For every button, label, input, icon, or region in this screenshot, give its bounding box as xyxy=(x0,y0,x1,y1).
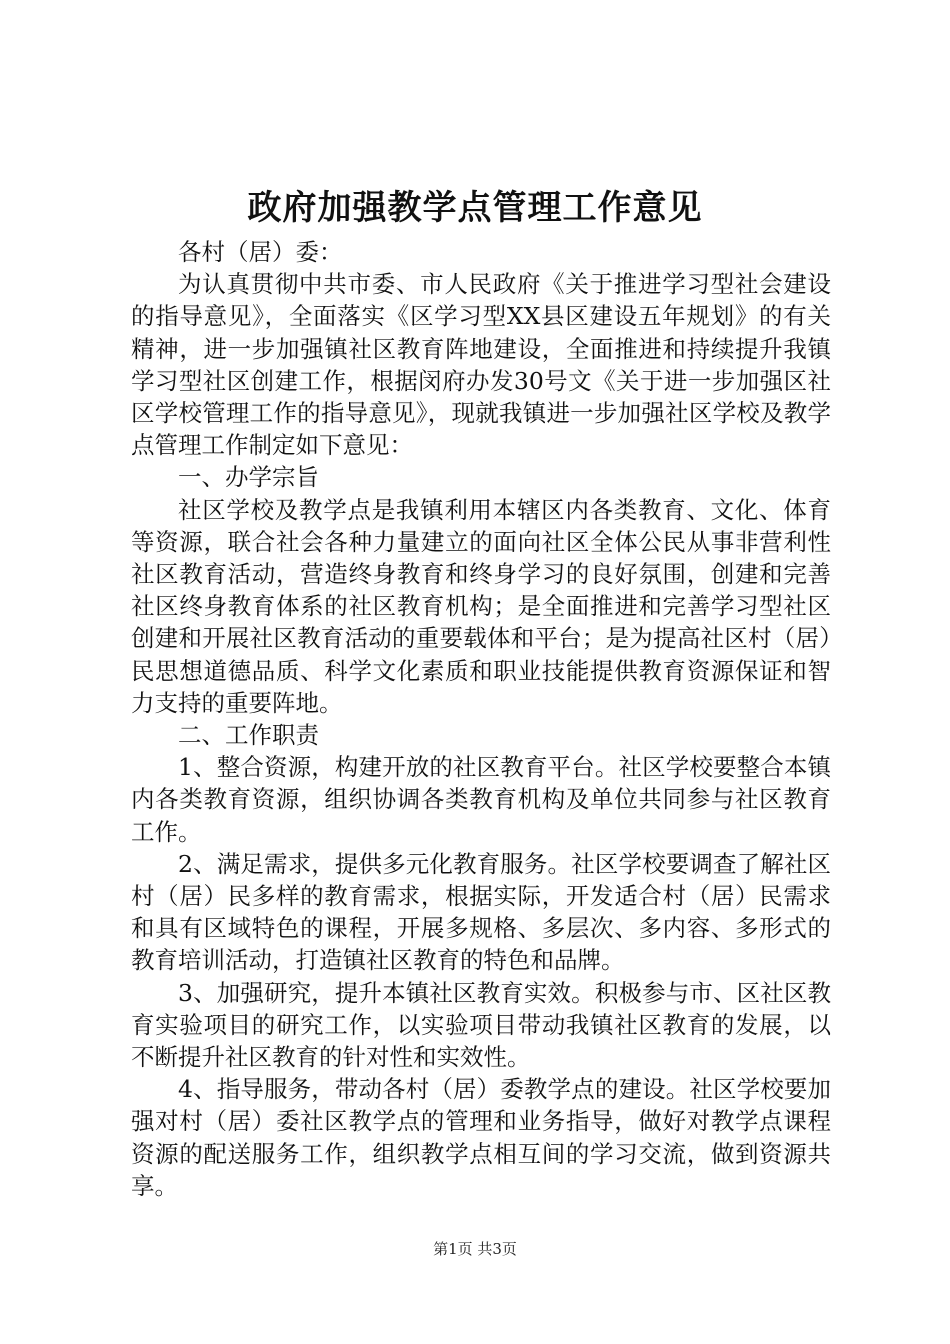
document-body xyxy=(131,236,831,1202)
duty-item-1: 1、整合资源，构建开放的社区教育平台。社区学校要整合本镇内各类教育资源，组织协调各类教育机构及单位共同参与社区教育工作。 xyxy=(131,753,831,846)
intro-paragraph: 为认真贯彻中共市委、市人民政府《关于推进学习型社会建设的指导意见》，全面落实《区学习型XX县区建设五年规划》的有关精神，进一步加强镇社区教育阵地建设，全面推进和持续提升我镇学习型社区创建工作，根据闵府办发30号文《关于进一步加强区社区学校管理工作的指导意见》，现就我镇进一步加强社区学校及教学点管理工作制定如下意见： xyxy=(131,270,831,460)
duty-item-4: 4、指导服务，带动各村（居）委教学点的建设。社区学校要加强对村（居）委社区教学点的管理和业务指导，做好对教学点课程资源的配送服务工作，组织教学点相互间的学习交流，做到资源共享。 xyxy=(131,1075,831,1200)
salutation: 各村（居）委： xyxy=(178,238,343,266)
section-heading-1: 一、办学宗旨 xyxy=(178,463,319,492)
duty-item-3: 3、加强研究，提升本镇社区教育实效。积极参与市、区社区教育实验项目的研究工作，以实验项目带动我镇社区教育的发展，以不断提升社区教育的针对性和实效性。 xyxy=(131,978,831,1072)
section-1-paragraph: 社区学校及教学点是我镇利用本辖区内各类教育、文化、体育等资源，联合社会各种力量建立的面向社区全体公民从事非营利性社区教育活动，营造终身教育和终身学习的良好氛围，创建和完善社区终身教育体系的社区教育机构；是全面推进和完善学习型社区创建和开展社区教育活动的重要载体和平台；是为提高社区村（居）民思想道德品质、科学文化素质和职业技能提供教育资源保证和智力支持的重要阵地。 xyxy=(131,495,831,717)
duty-item-2: 2、满足需求，提供多元化教育服务。社区学校要调查了解社区村（居）民多样的教育需求，根据实际，开发适合村（居）民需求和具有区域特色的课程，开展多规格、多层次、多内容、多形式的教育培训活动，打造镇社区教育的特色和品牌。 xyxy=(131,849,831,975)
section-heading-2: 二、工作职责 xyxy=(178,721,319,750)
page-footer: 第1页 共3页 xyxy=(433,1240,517,1258)
document-title: 政府加强教学点管理工作意见 xyxy=(247,188,703,228)
